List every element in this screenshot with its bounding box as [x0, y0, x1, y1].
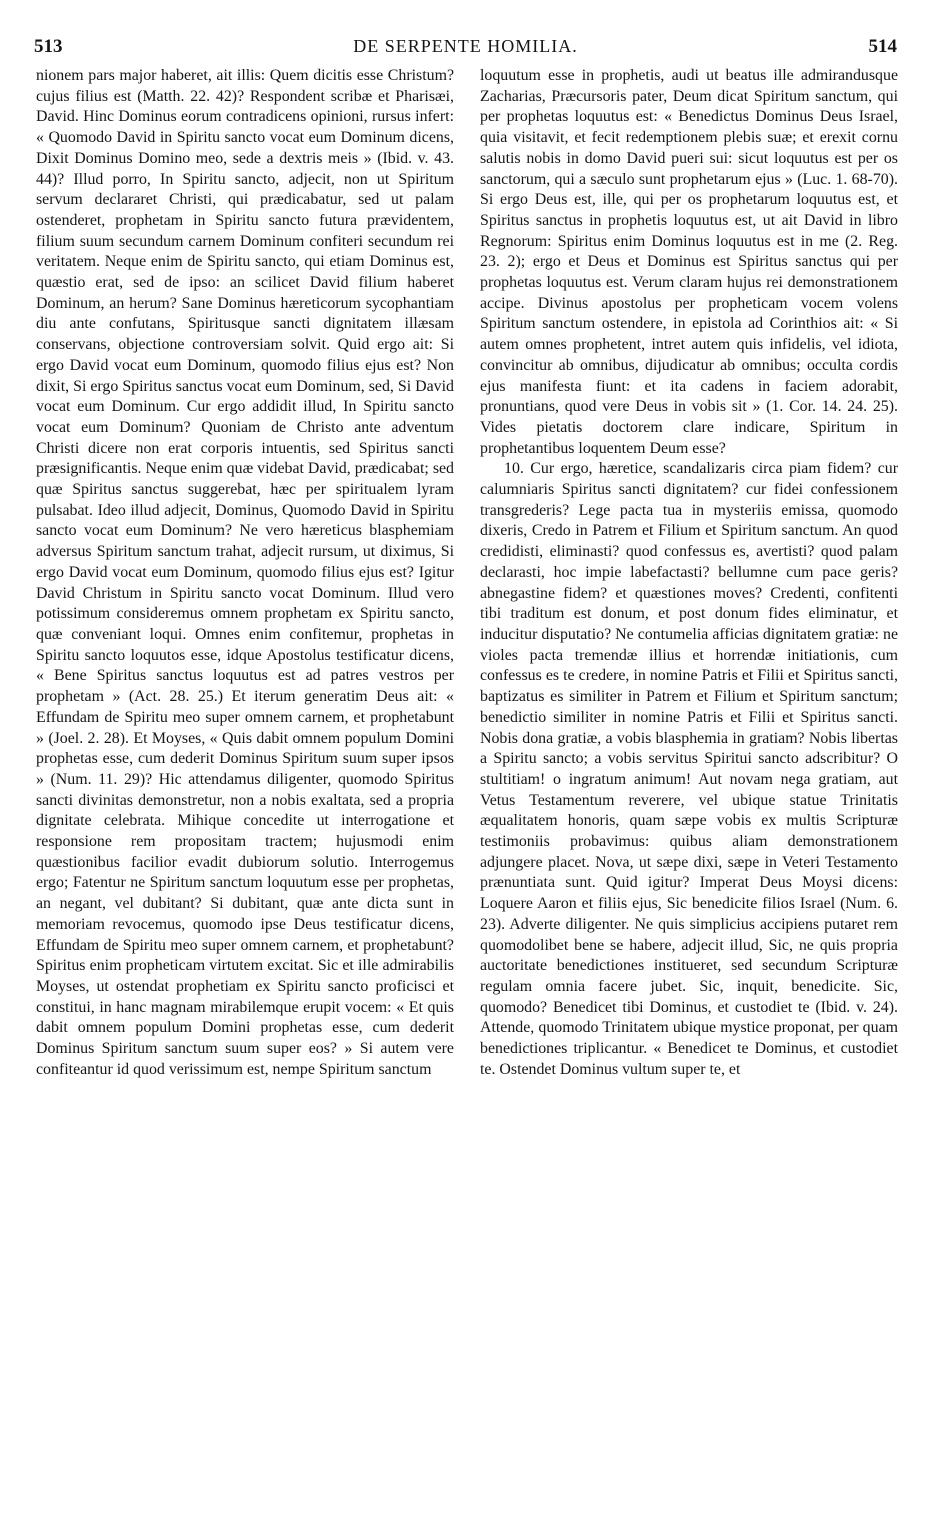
- right-paragraph-10: 10. Cur ergo, hæretice, scandalizaris circa piam fidem? cur calumniaris Spiritus sancti dignitatem? cur fidei confessionem transgrederis? Lege pacta tua in mysteriis emissa, quomodo dixeris, Credo in Patrem et Filium et Spiritum sanctum. An quod credidisti, eliminasti? quod confessus es, avertisti? quod palam declarasti, hoc impie labefactasti? bellumne cum pace geris? abnegastine fidem? et quæstiones moves? Credenti, confitenti tibi traditum est donum, et post donum fides eliminatur, et inducitur disputatio? Ne contumelia afficias dignitatem gratiæ: ne violes pacta tremendæ illius et horrendæ initiationis, cum confessus es te credere, in nomine Patris et Filii et Spiritus sancti, baptizatus es similiter in Patrem et Filium et Spiritum sanctum; benedictio similiter in nomine Patris et Filii et Spiritus sancti. Nobis dona gratiæ, a vobis blasphemia in gratiam? Nobis libertas a Spiritu sancto; a vobis servitus Spiritui sancto adscribitur? O stultitiam! o ingratum animum! Aut novam nega gratiam, aut Vetus Testamentum reverere, vel ubique statue Trinitatis æqualitatem honoris, quam sæpe vobis ex multis Scripturæ testimoniis probavimus: quibus aliam demonstrationem adjungere placet. Nova, ut sæpe dixi, sæpe in Veteri Testamento prænuntiata sunt. Quid igitur? Imperat Deus Moysi dicens: Loquere Aaron et filiis ejus, Sic benedicite filios Israel (Num. 6. 23). Adverte diligenter. Ne quis simplicius accipiens putaret rem quomodolibet bene se habere, adjecit illud, Sic, ne quis propria auctoritate benedictiones institueret, sed secundum Scripturæ regulam omnia facere jubet. Sic, inquit, benedicite. Sic, quomodo? Benedicet tibi Dominus, et custodiet te (Ibid. v. 24). Attende, quomodo Trinitatem ubique mystice proponat, per quam benedictiones triplicantur. « Benedicet te Dominus, et custodiet te. Ostendet Dominus vultum super te, et: [480, 460, 898, 1078]
- left-column: [36, 66, 454, 1516]
- running-title: DE SERPENTE HOMILIA.: [353, 36, 578, 56]
- page-header: [34, 36, 897, 60]
- right-paragraph: loquutum esse in prophetis, audi ut beatus ille admirandusque Zacharias, Præcursoris pater, Deum dicat Spiritum sanctum, qui per prophetas loquutus est: « Benedictus Dominus Deus Israel, quia visitavit, et fecit redemptionem plebis suæ; et erexit cornu salutis nobis in domo David pueri sui: sicut loquutus est per os sanctorum, qui a sæculo sunt prophetarum ejus » (Luc. 1. 68-70). Si ergo Deus est, ille, qui per os prophetarum loquutus est, et Spiritus sanctus in prophetis loquutus est, ut ait David in libro Regnorum: Spiritus enim Dominus loquutus est in me (2. Reg. 23. 2); ergo et Deus et Dominus est Spiritus sanctus qui per prophetas loquutus est. Verum claram hujus rei demonstrationem accipe. Divinus apostolus per propheticam vocem volens Spiritum sanctum ostendere, in epistola ad Corinthios ait: « Si autem omnes prophetent, intret autem quis infidelis, vel idiota, convincitur ab omnibus, dijudicatur ab omnibus; occulta cordis ejus manifesta fiunt: et ita cadens in faciem adorabit, pronuntians, quod vere Deus in vobis sit » (1. Cor. 14. 24. 25). Vides pietatis doctorem clare indicare, Spiritum in prophetantibus loquentem Deum esse?: [480, 67, 898, 457]
- right-column: [480, 66, 898, 1516]
- page-number-right: 514: [868, 36, 897, 57]
- page-number-left: 513: [34, 36, 63, 57]
- left-paragraph: nionem pars major haberet, ait illis: Quem dicitis esse Christum? cujus filius est (Matth. 22. 42)? Respondent scribæ et Pharisæi, David. Hinc Dominus eorum contradicens opinioni, rursus infert: « Quomodo David in Spiritu sancto vocat eum Dominum dicens, Dixit Dominus Domino meo, sede a dextris meis » (Ibid. v. 43. 44)? Illud porro, In Spiritu sancto, adjecit, non ut Spiritum servum declararet Christi, qui prædicabatur, sed ut palam ostenderet, prophetam in Spiritu sancto futura prævidentem, filium suum secundum carnem Dominum confiteri secundum rei veritatem. Neque enim de Spiritu sancto, qui etiam Dominus est, quæstio erat, sed de ipso: an scilicet David filium haberet Dominum, an herum? Sane Dominus hæreticorum sycophantiam diu ante confutans, Spiritusque sancti dignitatem illæsam conservans, objectione controversiam solvit. Quid ergo ait: Si ergo David vocat eum Dominum, quomodo filius ejus est? Non dixit, Si ergo Spiritus sanctus vocat eum Dominum, sed, Si David vocat eum Dominum. Cur ergo addidit illud, In Spiritu sancto vocat eum Dominum? Quoniam de Christo ante adventum Christi dicere non erat corporis intuentis, sed Spiritus sancti præsignificantis. Neque enim quæ videbat David, prædicabat; sed quæ Spiritus sanctus suggerebat, hæc per spiritualem lyram pulsabat. Ideo illud adjecit, Dominus, Quomodo David in Spiritu sancto vocat eum Dominum? Ne vero hæreticus blasphemiam adversus Spiritum sanctum trahat, adjecit rursum, ut diximus, Si ergo David vocat eum Dominum, quomodo filius ejus est? Igitur David Christum in Spiritu sancto vocat Dominum. Illud vero potissimum consideremus omnem prophetam ex Spiritu sancto, quæ conveniant loqui. Omnes enim confitemur, prophetas in Spiritu sancto loquutos esse, idque Apostolus testificatur dicens, « Bene Spiritus sanctus loquutus est ad patres vestros per prophetam » (Act. 28. 25.) Et iterum generatim Deus ait: « Effundam de Spiritu meo super omnem carnem, et prophetabunt » (Joel. 2. 28). Et Moyses, « Quis dabit omnem populum Domini prophetas esse, cum dederit Dominus Spiritum suum super ipsos » (Num. 11. 29)? Hic attendamus diligenter, quomodo Spiritus sancti divinitas demonstretur, non a nobis exaltata, sed a propria dignitate celebrata. Mihique concedite ut interrogatione et responsione rem propositam tractem; hujusmodi enim quæstionibus facilior evadit dubiorum solutio. Interrogemus ergo; Fatentur ne Spiritum sanctum loquutum esse per prophetas, an negant, vel dubitant? Si dubitant, quæ ante dicta sunt in memoriam revocemus, quomodo ipse Deus testificatur dicens, Effundam de Spiritu meo super omnem carnem, et prophetabunt? Spiritus enim propheticam virtutem excitat. Sic et ille admirabilis Moyses, ut ostendat prophetiam ex Spiritu sancto proficisci et constitui, in hanc magnam mirabilemque erupit vocem: « Et quis dabit omnem populum Domini prophetas esse, cum dederit Dominus Spiritum sanctum suum super eos? » Si autem vere confiteantur id quod verissimum est, nempe Spiritum sanctum: [36, 67, 454, 1078]
